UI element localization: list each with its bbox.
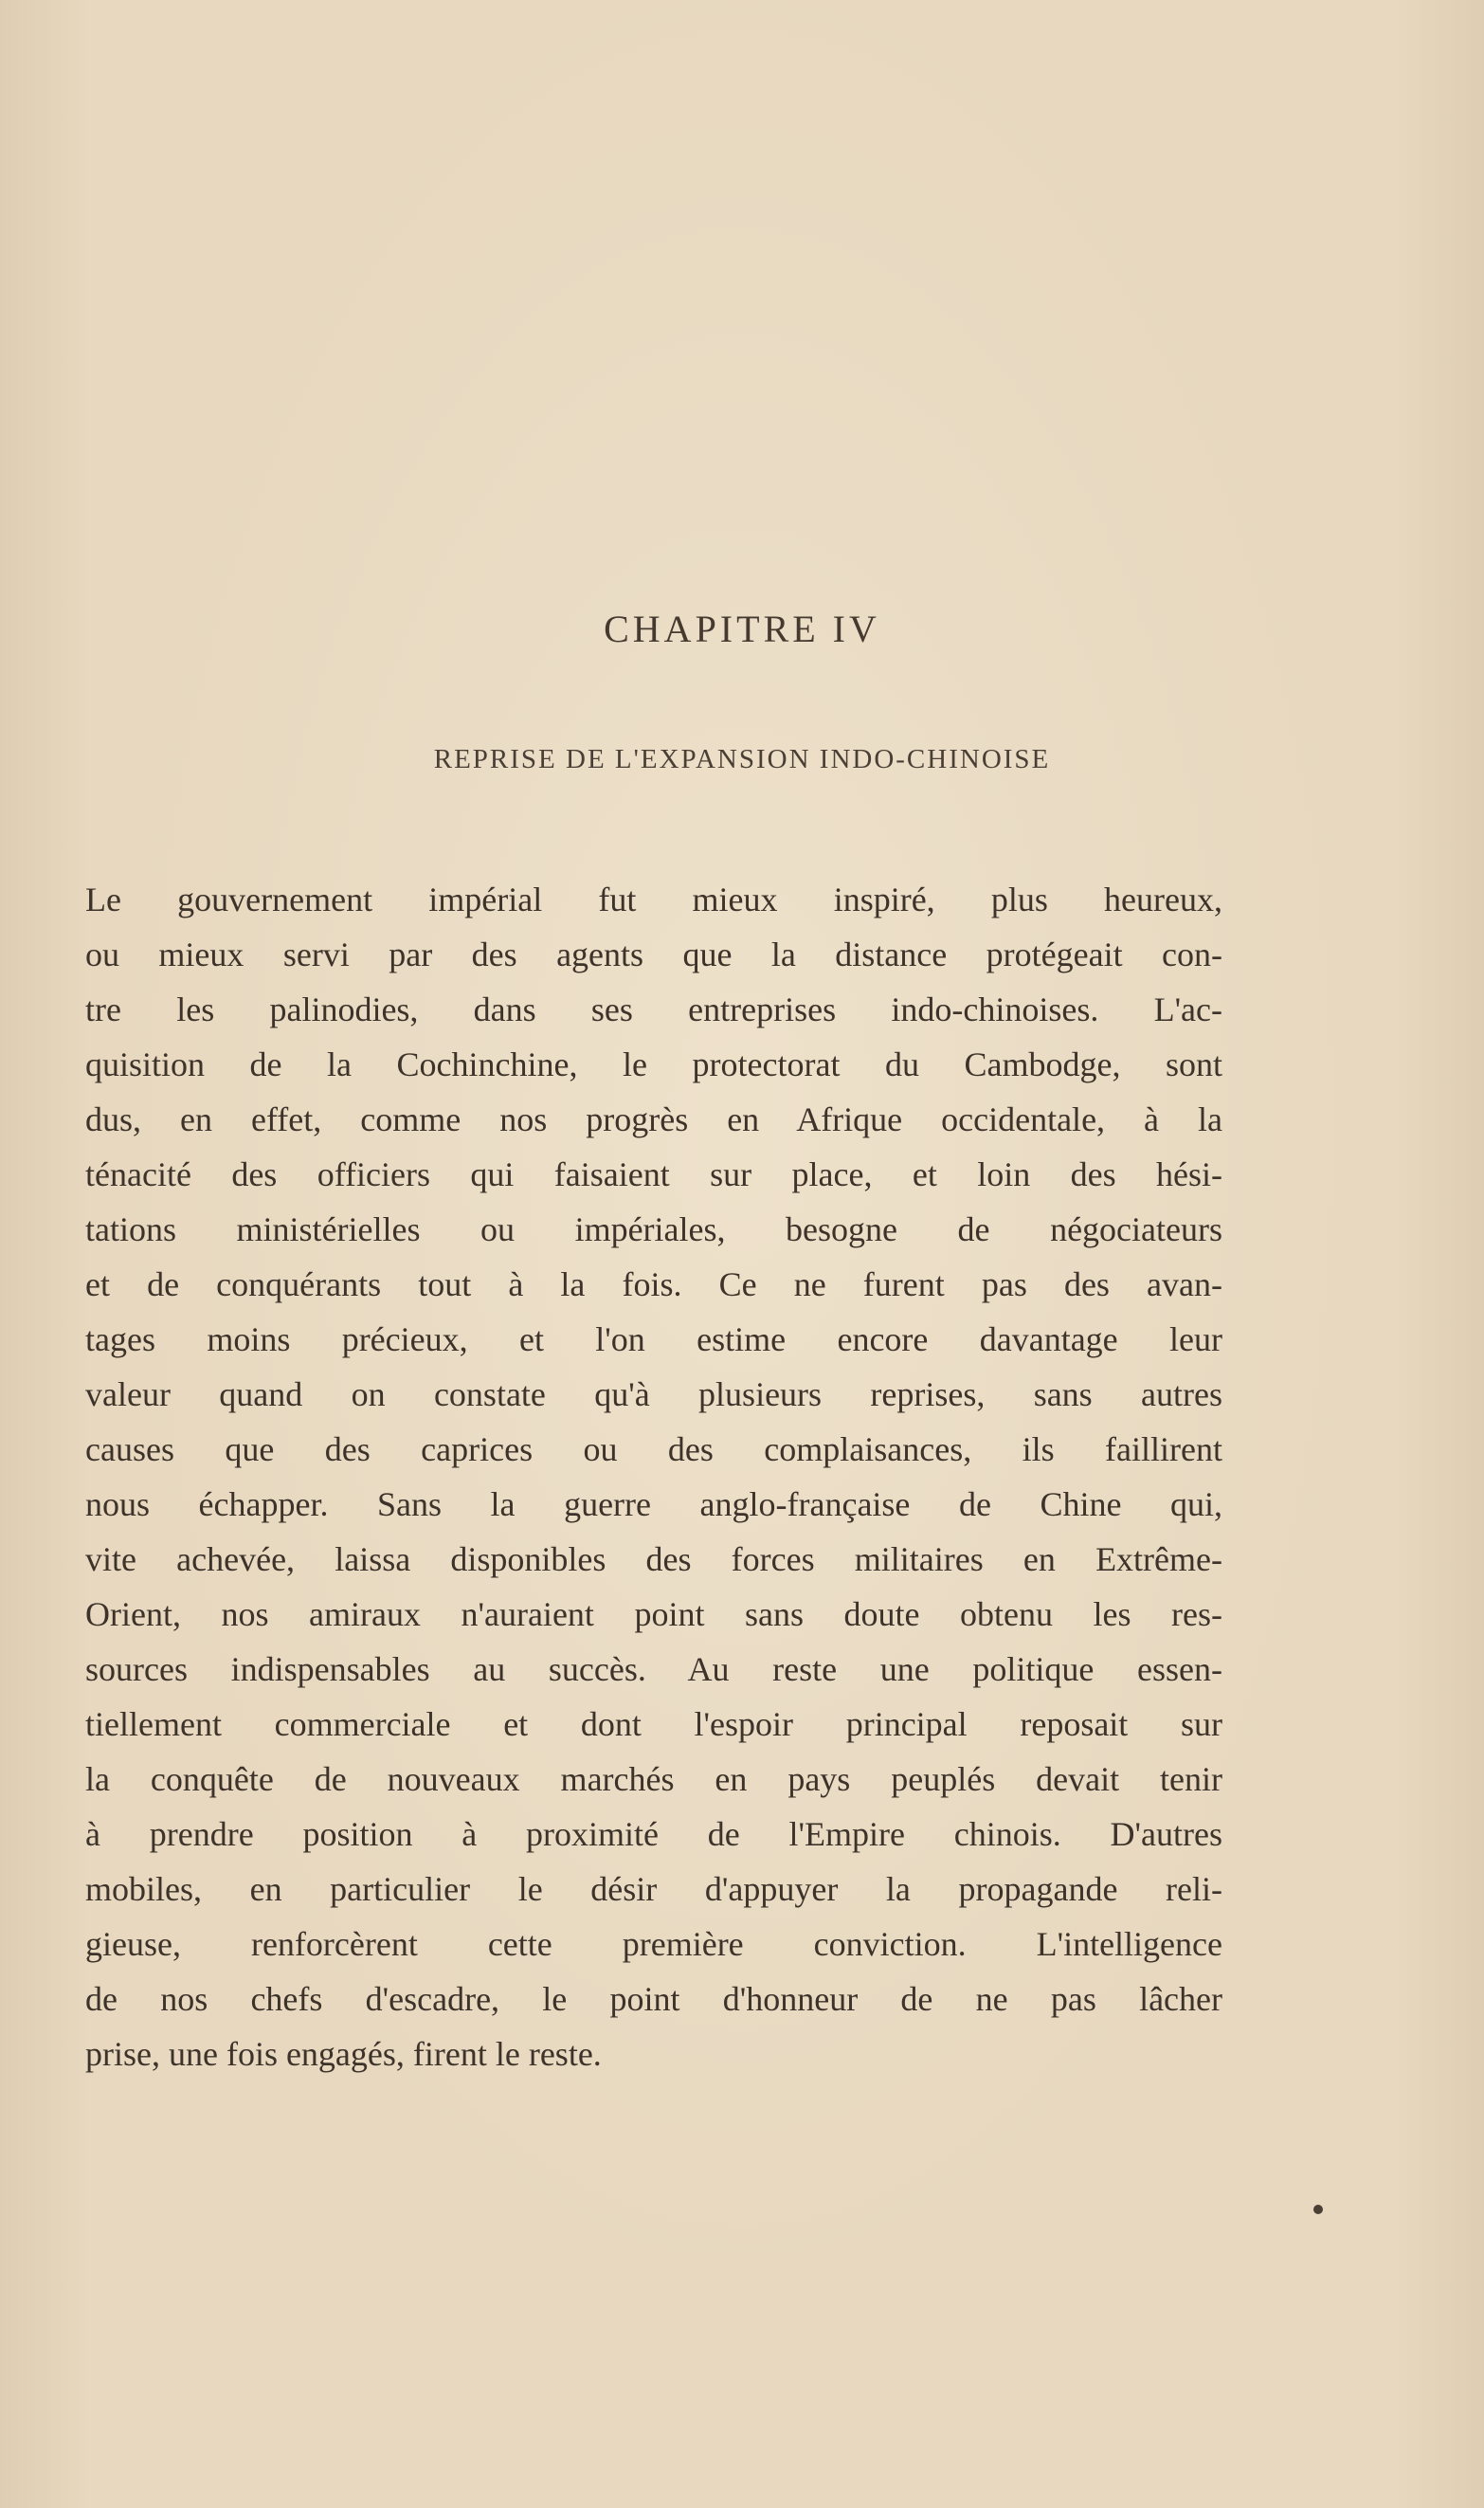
text-line: causes que des caprices ou des complaisances, ils faillirent <box>85 1430 1222 1468</box>
text-line: prise, une fois engagés, firent le reste. <box>85 2035 602 2073</box>
text-line: nous échapper. Sans la guerre anglo-française de Chine qui, <box>85 1485 1222 1523</box>
text-line: la conquête de nouveaux marchés en pays peuplés devait tenir <box>85 1760 1222 1798</box>
text-line: de nos chefs d'escadre, le point d'honneur de ne pas lâcher <box>85 1980 1222 2018</box>
text-line: mobiles, en particulier le désir d'appuyer la propagande reli- <box>85 1870 1222 1908</box>
text-line: Le gouvernement impérial fut mieux inspiré, plus heureux, <box>85 881 1222 918</box>
text-line: valeur quand on constate qu'à plusieurs reprises, sans autres <box>85 1375 1222 1413</box>
text-line: dus, en effet, comme nos progrès en Afrique occidentale, à la <box>85 1100 1222 1138</box>
text-line: ténacité des officiers qui faisaient sur place, et loin des hési- <box>85 1155 1222 1193</box>
chapter-subtitle: REPRISE DE L'EXPANSION INDO-CHINOISE <box>433 744 1051 774</box>
text-line: et de conquérants tout à la fois. Ce ne furent pas des avan- <box>85 1265 1222 1303</box>
text-line: tre les palinodies, dans ses entreprises indo-chinoises. L'ac- <box>85 990 1222 1028</box>
text-line: à prendre position à proximité de l'Empire chinois. D'autres <box>85 1815 1222 1853</box>
text-line: vite achevée, laissa disponibles des forces militaires en Extrême- <box>85 1540 1222 1578</box>
ink-dot <box>1313 2205 1323 2214</box>
text-line: tages moins précieux, et l'on estime encore davantage leur <box>85 1320 1222 1358</box>
body-paragraph <box>85 872 1222 2081</box>
text-line: Orient, nos amiraux n'auraient point sans doute obtenu les res- <box>85 1595 1222 1633</box>
text-line: quisition de la Cochinchine, le protectorat du Cambodge, sont <box>85 1045 1222 1083</box>
text-line: tations ministérielles ou impériales, besogne de négociateurs <box>85 1210 1222 1248</box>
text-line: gieuse, renforcèrent cette première conviction. L'intelligence <box>85 1925 1222 1963</box>
text-line: sources indispensables au succès. Au reste une politique essen- <box>85 1650 1222 1688</box>
text-line: tiellement commerciale et dont l'espoir principal reposait sur <box>85 1705 1222 1743</box>
text-line: ou mieux servi par des agents que la distance protégeait con- <box>85 936 1222 973</box>
chapter-title: CHAPITRE IV <box>604 608 880 650</box>
